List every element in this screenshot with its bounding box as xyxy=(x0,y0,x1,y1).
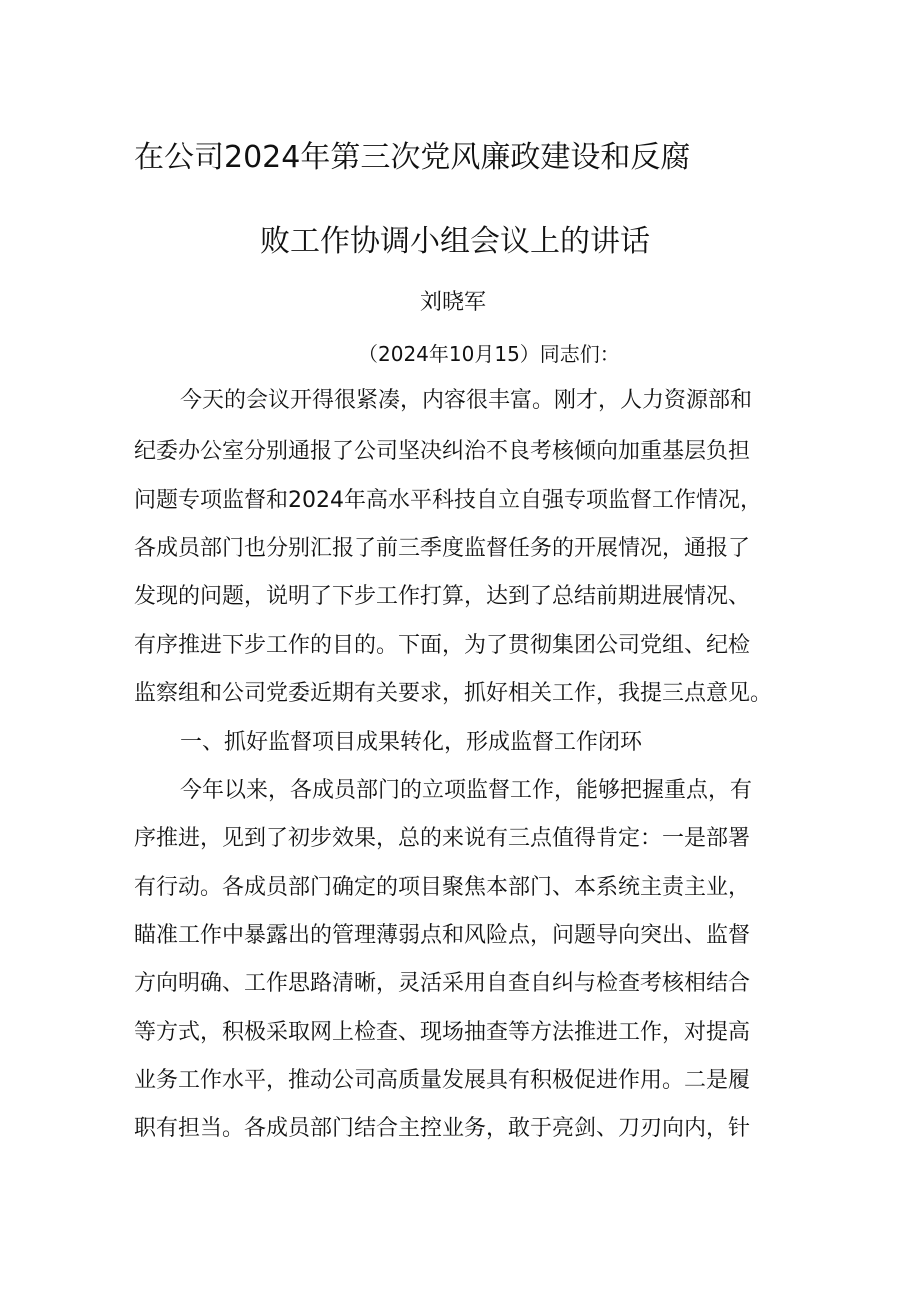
body-line: 发现的问题，说明了下步工作打算，达到了总结前期进展情况、 xyxy=(134,584,751,609)
body-line: 职有担当。各成员部门结合主控业务，敢于亮剑、刀刃向内，针 xyxy=(134,1116,751,1141)
body-line: 方向明确、工作思路清晰，灵活采用自查自纠与检查考核相结合 xyxy=(134,971,751,996)
section-heading: 一、抓好监督项目成果转化，形成监督工作闭环 xyxy=(180,730,643,755)
body-line: 有序推进下步工作的目的。下面，为了贯彻集团公司党组、纪检 xyxy=(134,633,751,658)
author-name: 刘晓军 xyxy=(420,290,487,315)
body-line: 序推进，见到了初步效果，总的来说有三点值得肯定：一是部署 xyxy=(134,826,751,851)
body-line: 业务工作水平，推动公司高质量发展具有积极促进作用。二是履 xyxy=(134,1068,751,1093)
document-title-line-2: 败工作协调小组会议上的讲话 xyxy=(260,224,650,259)
body-line: 今年以来，各成员部门的立项监督工作，能够把握重点，有 xyxy=(180,778,753,803)
body-line: 问题专项监督和2024年高水平科技自立自强专项监督工作情况， xyxy=(134,488,762,513)
document-title-line-1: 在公司2024年第三次党风廉政建设和反腐 xyxy=(134,140,691,175)
body-line: 各成员部门也分别汇报了前三季度监督任务的开展情况，通报了 xyxy=(134,536,751,561)
date-and-salutation: （2024年10月15）同志们： xyxy=(358,342,620,366)
body-line: 有行动。各成员部门确定的项目聚焦本部门、本系统主责主业， xyxy=(134,875,751,900)
body-line: 瞄准工作中暴露出的管理薄弱点和风险点，问题导向突出、监督 xyxy=(134,923,751,948)
body-line: 监察组和公司党委近期有关要求，抓好相关工作，我提三点意见。 xyxy=(134,681,773,706)
body-line: 等方式，积极采取网上检查、现场抽查等方法推进工作，对提高 xyxy=(134,1020,751,1045)
body-line: 今天的会议开得很紧凑，内容很丰富。刚才，人力资源部和 xyxy=(180,388,753,413)
body-line: 纪委办公室分别通报了公司坚决纠治不良考核倾向加重基层负担 xyxy=(134,439,751,464)
